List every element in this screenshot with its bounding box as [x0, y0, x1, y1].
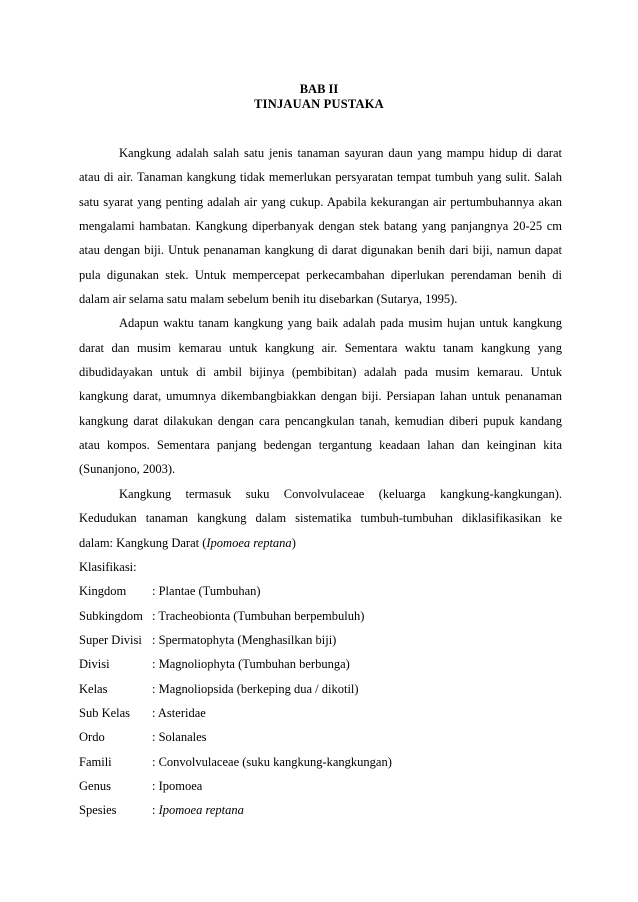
klasifikasi-row	[79, 677, 392, 701]
klasifikasi-value: : Magnoliopsida (berkeping dua / dikotil)	[152, 681, 359, 696]
klasifikasi-value: : Tracheobionta (Tumbuhan berpembuluh)	[152, 608, 365, 623]
paragraph-3-line-2: Kedudukan tanaman kangkung dalam sistematika tumbuh-tumbuhan diklasifikasikan ke	[79, 511, 562, 526]
klasifikasi-label: Spesies	[79, 803, 117, 818]
species-name-italic: Ipomoea reptana	[206, 535, 292, 550]
klasifikasi-label: Super Divisi	[79, 632, 142, 647]
klasifikasi-row	[79, 604, 392, 628]
klasifikasi-label: Famili	[79, 754, 112, 769]
chapter-heading: BAB II	[299, 82, 339, 96]
klasifikasi-label: Divisi	[79, 657, 110, 672]
paragraph-1: Kangkung adalah salah satu jenis tanaman sayuran daun yang mampu hidup di darat atau di air. Tanaman kangkung tidak memerlukan persyaratan tempat tumbuh yang sulit. Salah satu syarat yang penting adalah air yang cukup. Apabila kekurangan air pertumbuhannya akan mengalami hambatan. Kangkung diperbanyak dengan stek batang yang panjangnya 20-25 cm atau dengan biji. Untuk penanaman kangkung di darat digunakan benih dari biji, namun dapat pula digunakan stek. Untuk mempercepat perkecambahan diperlukan perendaman benih di dalam air selama satu malam sebelum benih itu disebarkan (Sutarya, 1995).	[79, 146, 562, 307]
klasifikasi-row	[79, 750, 392, 774]
klasifikasi-value: : Convolvulaceae (suku kangkung-kangkungan)	[152, 754, 392, 769]
klasifikasi-label: Genus	[79, 778, 111, 793]
document-body	[79, 141, 562, 823]
klasifikasi-row	[79, 652, 392, 676]
klasifikasi-row	[79, 774, 392, 798]
klasifikasi-value: : Ipomoea	[152, 778, 203, 793]
klasifikasi-row	[79, 628, 392, 652]
klasifikasi-row	[79, 725, 392, 749]
klasifikasi-value: : Asteridae	[152, 705, 206, 720]
species-value-italic: Ipomoea reptana	[158, 803, 244, 818]
klasifikasi-row	[79, 701, 392, 725]
klasifikasi-label: Ordo	[79, 730, 105, 745]
klasifikasi-heading: Klasifikasi:	[79, 559, 137, 574]
klasifikasi-value	[152, 798, 392, 822]
klasifikasi-value: : Plantae (Tumbuhan)	[152, 584, 261, 599]
klasifikasi-row	[79, 798, 392, 822]
paragraph-2: Adapun waktu tanam kangkung yang baik adalah pada musim hujan untuk kangkung darat dan musim kemarau untuk kangkung air. Sementara waktu tanam kangkung yang dibudidayakan untuk di ambil bijinya (pembibitan) adalah pada musim kemarau. Untuk kangkung darat, umumnya dikembangbiakkan dengan biji. Persiapan lahan untuk penanaman kangkung darat dilakukan dengan cara pencangkulan tanah, kemudian diberi pupuk kandang atau kompos. Sementara panjang bedengan tergantung keadaan lahan dan keinginan kita (Sunanjono, 2003).	[79, 316, 562, 477]
klasifikasi-label: Kelas	[79, 681, 108, 696]
paragraph-3-line-3-suffix: )	[291, 535, 296, 550]
klasifikasi-table	[79, 579, 392, 822]
klasifikasi-value-prefix: :	[152, 803, 159, 818]
paragraph-3-line-3	[79, 531, 562, 555]
klasifikasi-value: : Solanales	[152, 730, 207, 745]
klasifikasi-label: Subkingdom	[79, 608, 143, 623]
paragraph-3-line-1: Kangkung termasuk suku Convolvulaceae (keluarga kangkung-kangkungan).	[119, 486, 562, 501]
klasifikasi-row	[79, 579, 392, 603]
klasifikasi-label: Sub Kelas	[79, 705, 131, 720]
klasifikasi-value: : Magnoliophyta (Tumbuhan berbunga)	[152, 657, 350, 672]
chapter-title: TINJAUAN PUSTAKA	[254, 97, 384, 111]
klasifikasi-label: Kingdom	[79, 584, 127, 599]
paragraph-3-line-3-prefix: dalam: Kangkung Darat (	[79, 535, 207, 550]
klasifikasi-value: : Spermatophyta (Menghasilkan biji)	[152, 632, 337, 647]
